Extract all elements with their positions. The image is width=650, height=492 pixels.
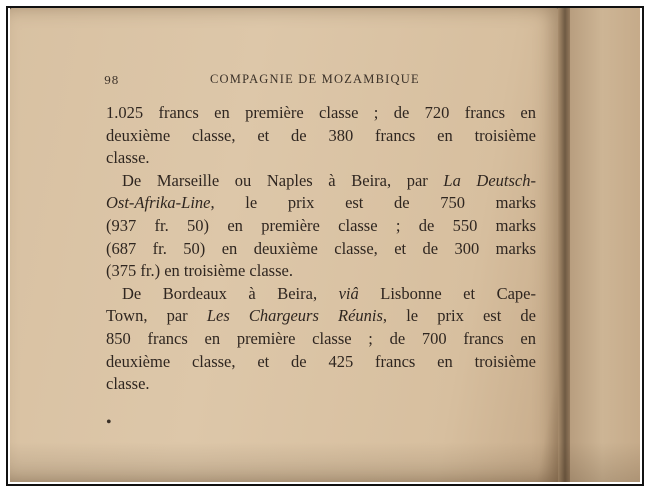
text-fragment: Town, par <box>106 306 207 326</box>
text-line: (937 fr. 50) en première classe ; de 550 marks <box>106 215 536 235</box>
text-line: 850 francs en première classe ; de 700 francs en <box>106 328 536 348</box>
text-fragment: , le prix est de 750 marks <box>210 193 536 213</box>
text-line <box>106 170 536 193</box>
book-photo <box>10 8 640 482</box>
route-word: viâ <box>338 283 359 303</box>
text-fragment: De Bordeaux à Beira, <box>122 283 339 303</box>
text-line: deuxième classe, et de 380 francs en troisième <box>106 125 536 145</box>
text-line <box>106 283 536 306</box>
right-page-edge <box>570 8 640 482</box>
text-line: classe. <box>106 148 150 168</box>
ornament-dot: • <box>106 414 112 431</box>
running-head: COMPAGNIE DE MOZAMBIQUE <box>210 72 420 86</box>
text-fragment: Lisbonne et Cape- <box>358 283 536 303</box>
body-text <box>106 102 536 396</box>
text-line: (687 fr. 50) en deuxième classe, et de 300 marks <box>106 238 536 258</box>
page-number: 98 <box>104 74 119 87</box>
text-line <box>106 305 536 328</box>
paragraph-1 <box>106 102 536 170</box>
text-line: deuxième classe, et de 425 francs en troisième <box>106 351 536 371</box>
paragraph-2 <box>106 170 536 283</box>
text-line: (375 fr.) en troisième classe. <box>106 261 293 281</box>
text-line <box>106 192 536 215</box>
paragraph-3 <box>106 283 536 396</box>
page-shadow <box>10 442 640 482</box>
text-fragment: , le prix est de <box>382 306 536 326</box>
ship-line-name: La Deutsch- <box>443 170 536 190</box>
ship-line-name: Les Chargeurs Réunis <box>206 306 383 326</box>
text-line: 1.025 francs en première classe ; de 720 francs en <box>106 103 536 122</box>
ship-line-name: Ost-Afrika-Line <box>106 193 211 213</box>
text-fragment: De Marseille ou Naples à Beira, par <box>122 170 444 190</box>
text-line: classe. <box>106 374 150 394</box>
